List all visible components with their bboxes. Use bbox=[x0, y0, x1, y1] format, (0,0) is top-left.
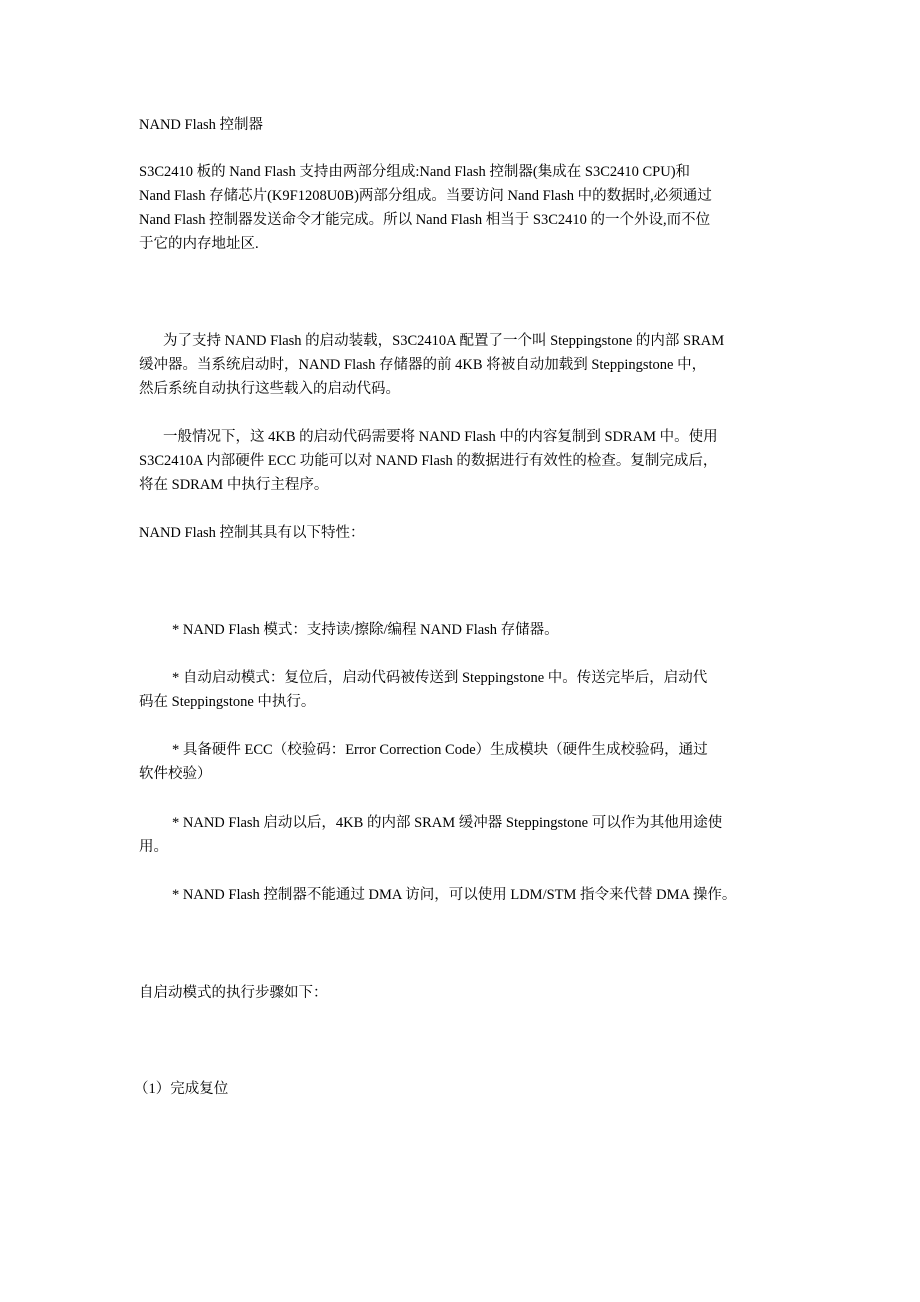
intro-line-4: 于它的内存地址区. bbox=[139, 236, 259, 252]
boot-paragraph-line-3: 然后系统自动执行这些载入的启动代码。 bbox=[139, 381, 400, 397]
copy-paragraph-line-2: S3C2410A 内部硬件 ECC 功能可以对 NAND Flash 的数据进行有效性的检查。复制完成后， bbox=[139, 453, 718, 469]
copy-paragraph-line-3: 将在 SDRAM 中执行主程序。 bbox=[139, 477, 329, 493]
intro-line-1: S3C2410 板的 Nand Flash 支持由两部分组成:Nand Flash 控制器(集成在 S3C2410 CPU)和 bbox=[139, 164, 691, 180]
feature-item-sram-line-1: * NAND Flash 启动以后，4KB 的内部 SRAM 缓冲器 Steppingstone 可以作为其他用途使 bbox=[172, 815, 723, 831]
intro-line-3: Nand Flash 控制器发送命令才能完成。所以 Nand Flash 相当于 S3C2410 的一个外设,而不位 bbox=[139, 212, 711, 228]
feature-item-auto-boot-line-1: * 自动启动模式：复位后，启动代码被传送到 Steppingstone 中。传送完毕后，启动代 bbox=[172, 670, 708, 686]
boot-paragraph-line-2: 缓冲器。当系统启动时，NAND Flash 存储器的前 4KB 将被自动加载到 Steppingstone 中， bbox=[139, 357, 707, 373]
feature-item-nand-mode: * NAND Flash 模式：支持读/擦除/编程 NAND Flash 存储器。 bbox=[172, 622, 559, 638]
steps-heading: 自启动模式的执行步骤如下： bbox=[139, 985, 328, 1001]
step-1: （1）完成复位 bbox=[134, 1081, 229, 1097]
feature-item-ecc-line-2: 软件校验） bbox=[139, 766, 212, 782]
intro-line-2: Nand Flash 存储芯片(K9F1208U0B)两部分组成。当要访问 Nand Flash 中的数据时,必须通过 bbox=[139, 188, 712, 204]
features-heading: NAND Flash 控制其具有以下特性： bbox=[139, 525, 365, 541]
feature-item-dma: * NAND Flash 控制器不能通过 DMA 访问，可以使用 LDM/STM 指令来代替 DMA 操作。 bbox=[172, 887, 737, 903]
feature-item-sram-line-2: 用。 bbox=[139, 839, 168, 855]
boot-paragraph-line-1: 为了支持 NAND Flash 的启动装载，S3C2410A 配置了一个叫 Steppingstone 的内部 SRAM bbox=[163, 333, 725, 349]
document-title: NAND Flash 控制器 bbox=[139, 117, 264, 133]
feature-item-ecc-line-1: * 具备硬件 ECC（校验码：Error Correction Code）生成模块（硬件生成校验码，通过 bbox=[172, 742, 708, 758]
feature-item-auto-boot-line-2: 码在 Steppingstone 中执行。 bbox=[139, 694, 316, 710]
copy-paragraph-line-1: 一般情况下，这 4KB 的启动代码需要将 NAND Flash 中的内容复制到 SDRAM 中。使用 bbox=[163, 429, 718, 445]
